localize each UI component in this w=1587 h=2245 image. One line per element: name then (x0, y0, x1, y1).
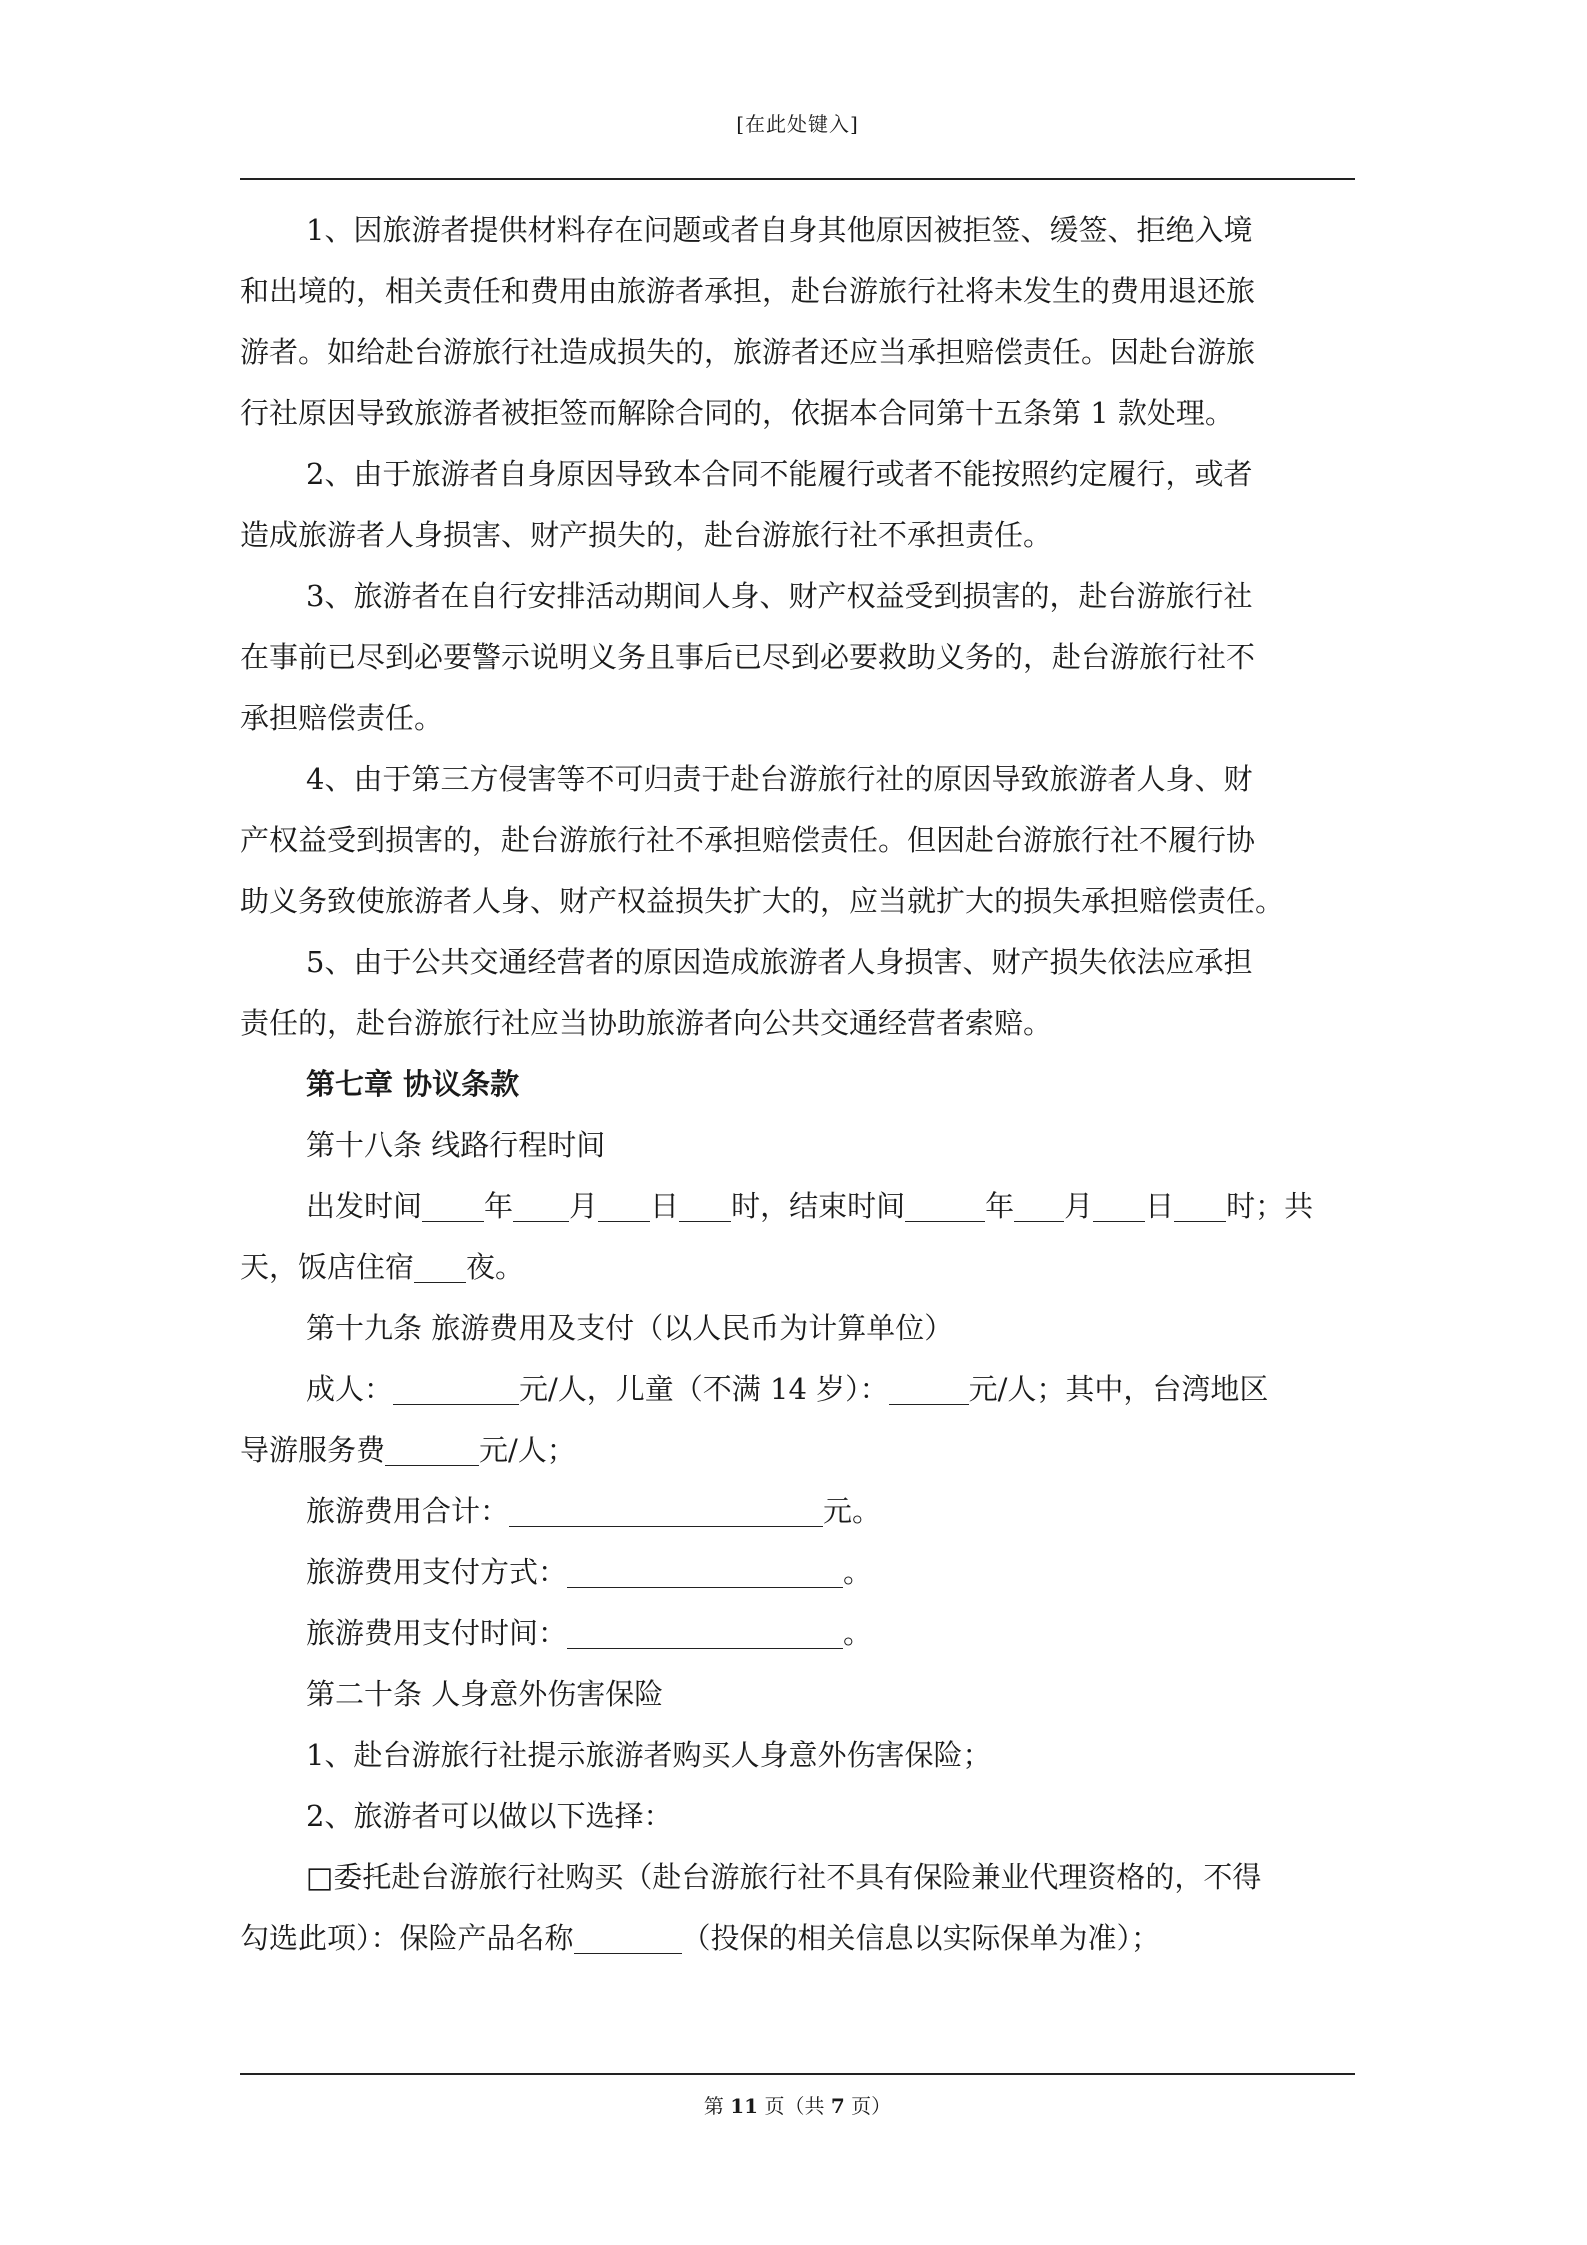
insurance-product-label: 勾选此项）：保险产品名称 (240, 1921, 574, 1955)
blank-end-year[interactable] (905, 1187, 985, 1222)
p2-line-1: 2、由于旅游者自身原因导致本合同不能履行或者不能按照约定履行，或者 (306, 457, 1253, 491)
p4-line-3: 助义务致使旅游者人身、财产权益损失扩大的，应当就扩大的损失承担赔偿责任。 (240, 884, 1285, 918)
blank-payment-method[interactable] (567, 1553, 843, 1588)
p2-line-2: 造成旅游者人身损害、财产损失的，赴台游旅行社不承担责任。 (240, 518, 1053, 552)
p5-line-1: 5、由于公共交通经营者的原因造成旅游者人身损害、财产损失依法应承担 (306, 945, 1253, 979)
blank-adult-fee[interactable] (393, 1370, 519, 1405)
p5-line-2: 责任的，赴台游旅行社应当协助旅游者向公共交通经营者索赔。 (240, 1006, 1053, 1040)
payment-time-label: 旅游费用支付时间： (306, 1616, 568, 1650)
blank-start-year[interactable] (422, 1187, 484, 1222)
blank-end-day[interactable] (1093, 1187, 1145, 1222)
day-label: 日 (1145, 1189, 1175, 1223)
footer-text-mid: 页（共 (758, 2094, 831, 2118)
blank-start-hour[interactable] (679, 1187, 731, 1222)
blank-nights[interactable] (414, 1248, 466, 1283)
article-20-title: 第二十条 人身意外伤害保险 (306, 1677, 664, 1711)
blank-end-month[interactable] (1014, 1187, 1064, 1222)
blank-start-day[interactable] (598, 1187, 650, 1222)
p3-line-1: 3、旅游者在自行安排活动期间人身、财产权益受到损害的，赴台游旅行社 (306, 579, 1253, 613)
blank-insurance-product[interactable] (574, 1919, 682, 1954)
adult-unit: 元/人，儿童（不满 14 岁）： (519, 1372, 889, 1406)
days-hotel-label: 天，饭店住宿 (240, 1250, 415, 1284)
hour-label: 时 (731, 1189, 761, 1223)
nights-label: 夜。 (466, 1250, 525, 1284)
guide-fee-label: 导游服务费 (240, 1433, 386, 1467)
adult-label: 成人： (306, 1372, 394, 1406)
p1-line-2: 和出境的，相关责任和费用由旅游者承担，赴台游旅行社将未发生的费用退还旅 (240, 274, 1256, 308)
payment-time-end: 。 (843, 1616, 873, 1650)
footer-text-pre: 第 (703, 2094, 731, 2118)
payment-time-line (306, 1608, 872, 1658)
header-rule (240, 178, 1355, 180)
trip-time-line (306, 1181, 1313, 1231)
month-label: 月 (1064, 1189, 1094, 1223)
blank-child-fee[interactable] (889, 1370, 969, 1405)
blank-end-hour[interactable] (1174, 1187, 1226, 1222)
page-total: 7 (830, 2094, 845, 2118)
page-number: 11 (730, 2094, 759, 2118)
trip-days-line (240, 1242, 524, 1292)
fee-total-line (306, 1486, 881, 1536)
hour-total-label: 时；共 (1226, 1189, 1314, 1223)
insurance-item-1: 1、赴台游旅行社提示旅游者购买人身意外伤害保险； (306, 1738, 992, 1772)
chapter-7-heading: 第七章 协议条款 (306, 1067, 520, 1101)
footer-rule (240, 2073, 1355, 2075)
p4-line-1: 4、由于第三方侵害等不可归责于赴台游旅行社的原因导致旅游者人身、财 (306, 762, 1253, 796)
p1-line-3: 游者。如给赴台游旅行社造成损失的，旅游者还应当承担赔偿责任。因赴台游旅 (240, 335, 1256, 369)
fee-total-label: 旅游费用合计： (306, 1494, 510, 1528)
fee-total-unit: 元。 (823, 1494, 882, 1528)
departure-label: 出发时间 (306, 1189, 423, 1223)
year-label: 年 (484, 1189, 514, 1223)
year-label: 年 (985, 1189, 1015, 1223)
insurance-note: （投保的相关信息以实际保单为准）； (681, 1921, 1161, 1955)
month-label: 月 (569, 1189, 599, 1223)
article-19-title: 第十九条 旅游费用及支付（以人民币为计算单位） (306, 1311, 954, 1345)
p4-line-2: 产权益受到损害的，赴台游旅行社不承担赔偿责任。但因赴台游旅行社不履行协 (240, 823, 1256, 857)
page-header: [在此处键入] (736, 112, 859, 136)
p1-line-1: 1、因旅游者提供材料存在问题或者自身其他原因被拒签、缓签、拒绝入境 (306, 213, 1253, 247)
payment-method-line (306, 1547, 872, 1597)
insurance-option-line-2 (240, 1913, 1160, 1963)
day-label: 日 (650, 1189, 680, 1223)
end-label: ，结束时间 (760, 1189, 906, 1223)
blank-guide-fee[interactable] (385, 1431, 479, 1466)
payment-method-label: 旅游费用支付方式： (306, 1555, 568, 1589)
blank-fee-total[interactable] (509, 1492, 823, 1527)
fee-line-2 (240, 1425, 576, 1475)
p3-line-2: 在事前已尽到必要警示说明义务且事后已尽到必要救助义务的，赴台游旅行社不 (240, 640, 1256, 674)
fee-line-1 (306, 1364, 1268, 1414)
p3-line-3: 承担赔偿责任。 (240, 701, 444, 735)
child-unit: 元/人；其中，台湾地区 (968, 1372, 1269, 1406)
payment-method-end: 。 (843, 1555, 873, 1589)
guide-fee-unit: 元/人； (479, 1433, 576, 1467)
blank-start-month[interactable] (513, 1187, 569, 1222)
article-18-title: 第十八条 线路行程时间 (306, 1128, 606, 1162)
p1-line-4: 行社原因导致旅游者被拒签而解除合同的，依据本合同第十五条第 1 款处理。 (240, 396, 1234, 430)
insurance-option-line-1[interactable]: □委托赴台游旅行社购买（赴台游旅行社不具有保险兼业代理资格的，不得 (306, 1860, 1262, 1894)
insurance-item-2: 2、旅游者可以做以下选择： (306, 1799, 673, 1833)
page-footer (240, 2090, 1355, 2119)
footer-text-post: 页） (844, 2094, 892, 2118)
blank-payment-time[interactable] (567, 1614, 843, 1649)
